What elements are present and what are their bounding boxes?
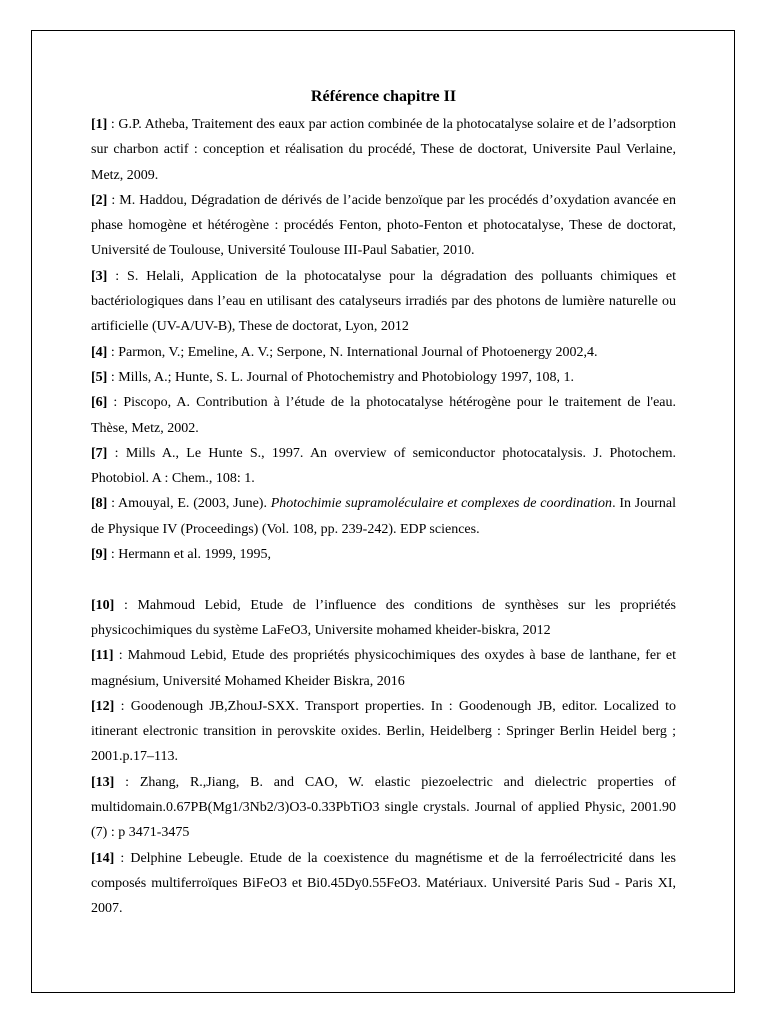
reference-number: [3]: [91, 268, 108, 284]
reference-text: Mahmoud Lebid, Etude des propriétés physicochimiques des oxydes à base de lanthane, fer et magnésium, Université Mohamed Kheider Biskra, 2016: [91, 648, 677, 689]
reference-number: [14]: [91, 850, 115, 866]
reference-text: Zhang, R.,Jiang, B. and CAO, W. elastic piezoelectric and dielectric properties of multidomain.0.67PB(Mg1/3Nb2/3)O3-0.33PbTiO3 single crystals. Journal of applied Physic, 2001.90 (7) : p 3471-3475: [91, 774, 676, 841]
reference-number: [10]: [91, 597, 115, 613]
reference-14: [14] : Delphine Lebeugle. Etude de la coexistence du magnétisme et de la ferroélectricité dans les composés multiferroïques BiFeO3 et Bi0.45Dy0.55FeO3. Matériaux. Université Paris Sud - Paris XI, 2007.: [91, 850, 676, 917]
reference-number: [11]: [91, 648, 114, 664]
reference-italic-title: Photochimie supramoléculaire et complexes de coordination: [270, 496, 613, 512]
reference-3: [3] : S. Helali, Application de la photocatalyse pour la dégradation des polluants chimiques et bactériologiques dans l’eau en utilisant des catalyseurs irradiés par des photons de lumière naturelle ou artificielle (UV-A/UV-B), These de doctorat, Lyon, 2012: [91, 268, 676, 335]
reference-text: . In Journal de Physique IV (Proceedings) (Vol. 108, pp. 239-242). EDP sciences.: [91, 496, 676, 537]
reference-number: [1]: [91, 117, 108, 132]
reference-number: [6]: [91, 395, 108, 411]
reference-text: Mahmoud Lebid, Etude de l’influence des conditions de synthèses sur les propriétés physicochimiques du système LaFeO3, Universite mohamed kheider-biskra, 2012: [91, 597, 676, 638]
reference-8: [8] : Amouyal, E. (2003, June). Photochimie supramoléculaire et complexes de coordination. In Journal de Physique IV (Proceedings) (Vol. 108, pp. 239-242). EDP sciences.: [91, 496, 676, 537]
reference-text: M. Haddou, Dégradation de dérivés de l’acide benzoïque par les procédés d’oxydation avancée en phase homogène et hétérogène : procédés Fenton, photo-Fenton et photocatalyse, These de doctorat, Université de Toulouse, Université Toulouse III-Paul Sabatier, 2010.: [91, 192, 676, 259]
reference-number: [8]: [91, 496, 108, 512]
reference-number: [7]: [91, 445, 108, 461]
reference-5: [5] : Mills, A.; Hunte, S. L. Journal of Photochemistry and Photobiology 1997, 108, 1.: [91, 369, 574, 385]
reference-10: [10] : Mahmoud Lebid, Etude de l’influence des conditions de synthèses sur les propriétés physicochimiques du système LaFeO3, Universite mohamed kheider-biskra, 2012: [91, 597, 676, 638]
reference-text: Amouyal, E. (2003, June).: [118, 496, 271, 512]
reference-text: Hermann et al. 1999, 1995,: [118, 547, 272, 563]
document-body: [91, 86, 676, 922]
reference-text: G.P. Atheba, Traitement des eaux par action combinée de la photocatalyse solaire et de l’adsorption sur charbon actif : conception et réalisation du procédé, These de doctorat, Universite Paul Verlaine, Metz, 2009.: [91, 117, 677, 183]
reference-13: [13] : Zhang, R.,Jiang, B. and CAO, W. elastic piezoelectric and dielectric properties of multidomain.0.67PB(Mg1/3Nb2/3)O3-0.33PbTiO3 single crystals. Journal of applied Physic, 2001.90 (7) : p 3471-3475: [91, 774, 676, 841]
reference-number: [12]: [91, 698, 115, 714]
reference-1: [1] : G.P. Atheba, Traitement des eaux par action combinée de la photocatalyse solaire et de l’adsorption sur charbon actif : conception et réalisation du procédé, These de doctorat, Universite Paul Verlaine, Metz, 2009.: [91, 117, 677, 183]
reference-text: Mills, A.; Hunte, S. L. Journal of Photochemistry and Photobiology 1997, 108, 1.: [118, 369, 574, 385]
reference-7: [7] : Mills A., Le Hunte S., 1997. An overview of semiconductor photocatalysis. J. Photochem. Photobiol. A : Chem., 108: 1.: [91, 445, 677, 487]
reference-text: Parmon, V.; Emeline, A. V.; Serpone, N. International Journal of Photoenergy 2002,4.: [118, 344, 598, 360]
reference-number: [4]: [91, 344, 108, 360]
reference-number: [5]: [91, 369, 108, 385]
reference-number: [2]: [91, 192, 108, 208]
reference-2: [2] : M. Haddou, Dégradation de dérivés de l’acide benzoïque par les procédés d’oxydation avancée en phase homogène et hétérogène : procédés Fenton, photo-Fenton et photocatalyse, These de doctorat, Université de Toulouse, Université Toulouse III-Paul Sabatier, 2010.: [91, 192, 676, 259]
reference-9: [9] : Hermann et al. 1999, 1995,: [91, 547, 272, 563]
page-title: Référence chapitre II: [310, 88, 457, 105]
reference-12: [12] : Goodenough JB,ZhouJ-SXX. Transport properties. In : Goodenough JB, editor. Localized to itinerant electronic transition in perovskite oxides. Berlin, Heidelberg : Springer Berlin Heidel berg ; 2001.p.17–113.: [91, 698, 677, 765]
reference-text: S. Helali, Application de la photocatalyse pour la dégradation des polluants chimiques et bactériologiques dans l’eau en utilisant des catalyseurs irradiés par des photons de lumière naturelle ou artificielle (UV-A/UV-B), These de doctorat, Lyon, 2012: [91, 268, 676, 335]
reference-4: [4] : Parmon, V.; Emeline, A. V.; Serpone, N. International Journal of Photoenergy 2002,4.: [91, 344, 598, 360]
reference-number: [9]: [91, 547, 108, 563]
reference-number: [13]: [91, 774, 115, 790]
reference-text: Delphine Lebeugle. Etude de la coexistence du magnétisme et de la ferroélectricité dans les composés multiferroïques BiFeO3 et Bi0.45Dy0.55FeO3. Matériaux. Université Paris Sud - Paris XI, 2007.: [91, 850, 676, 917]
reference-text: Piscopo, A. Contribution à l’étude de la photocatalyse hétérogène pour le traitement de l'eau. Thèse, Metz, 2002.: [91, 395, 676, 436]
reference-text: Goodenough JB,ZhouJ-SXX. Transport properties. In : Goodenough JB, editor. Localized to itinerant electronic transition in perovskite oxides. Berlin, Heidelberg : Springer Berlin Heidel berg ; 2001.p.17–113.: [91, 698, 677, 765]
reference-11: [11] : Mahmoud Lebid, Etude des propriétés physicochimiques des oxydes à base de lanthane, fer et magnésium, Université Mohamed Kheider Biskra, 2016: [91, 648, 677, 689]
reference-text: Mills A., Le Hunte S., 1997. An overview of semiconductor photocatalysis. J. Photochem. Photobiol. A : Chem., 108: 1.: [91, 445, 677, 487]
reference-6: [6] : Piscopo, A. Contribution à l’étude de la photocatalyse hétérogène pour le traitement de l'eau. Thèse, Metz, 2002.: [91, 395, 676, 436]
blank-line: [91, 567, 676, 592]
